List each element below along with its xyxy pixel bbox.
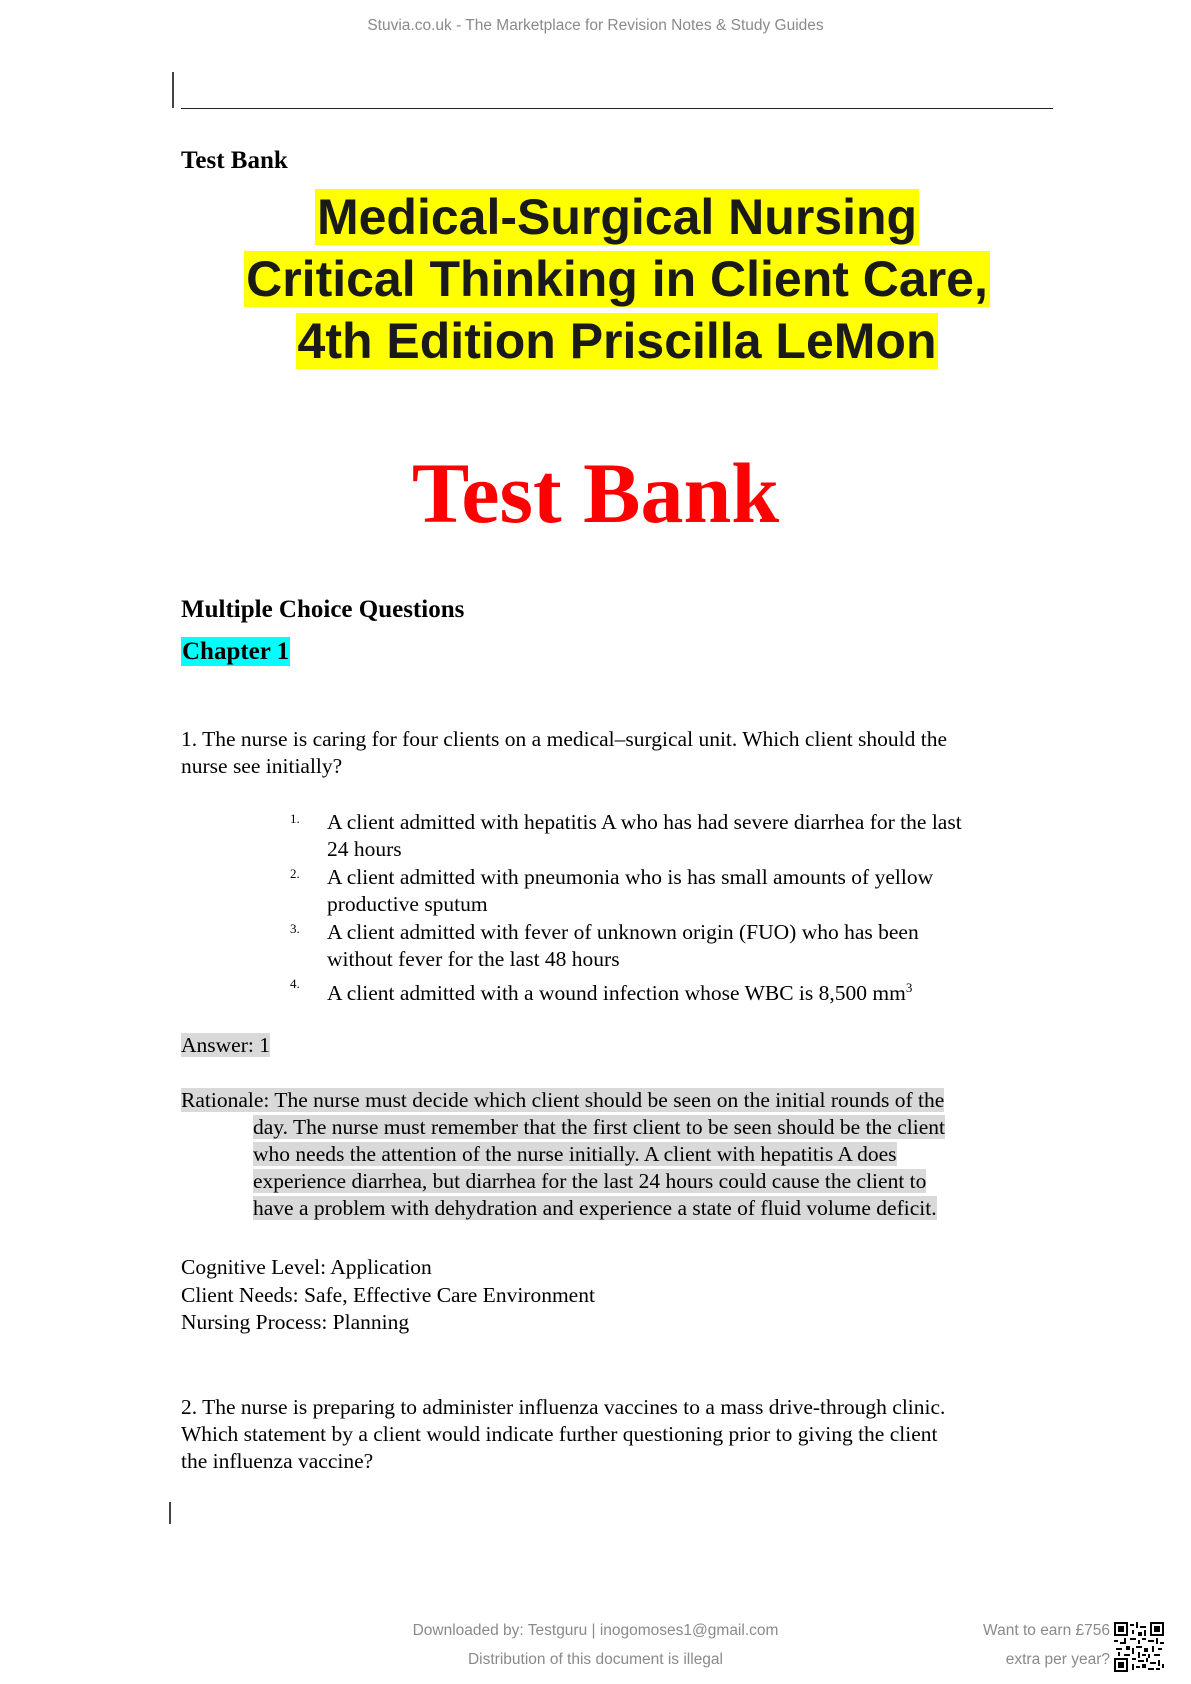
option-text: A client admitted with hepatitis A who has had severe diarrhea for the last [327,810,962,834]
option-text-main: A client admitted with a wound infection whose WBC is 8,500 mm [327,981,906,1006]
question-1-rationale [181,1087,1041,1222]
book-title-line-2: Critical Thinking in Client Care, [246,251,988,307]
chapter-heading: Chapter 1 [182,638,290,665]
rationale-line: day. The nurse must remember that the first client to be seen should be the client [253,1115,945,1139]
book-title [181,186,1053,372]
page-margin-marker-bottom [169,1502,171,1524]
question-1-answer [181,1032,270,1059]
option-number: 1. [290,811,300,826]
site-banner: Stuvia.co.uk - The Marketplace for Revision Notes & Study Guides [367,17,824,34]
answer-option-1 [290,809,1080,863]
question-1-meta [181,1254,595,1337]
question-2-line: 2. The nurse is preparing to administer influenza vaccines to a mass drive-through clinic. [181,1395,946,1419]
option-number: 4. [290,976,300,991]
question-2-line: Which statement by a client would indicate further questioning prior to giving the client [181,1422,938,1446]
footer-legal: Distribution of this document is illegal [467,1651,723,1668]
option-text: A client admitted with pneumonia who is has small amounts of yellow [327,865,934,889]
book-title-line-3: 4th Edition Priscilla LeMon [297,313,937,369]
answer-option-3 [290,919,1080,973]
rationale-line: Rationale: The nurse must decide which client should be seen on the initial rounds of the [181,1088,945,1112]
option-text [327,974,1080,1007]
rationale-line: experience diarrhea, but diarrhea for the last 24 hours could cause the client to [253,1169,927,1193]
page-margin-marker-top [172,72,174,108]
option-text: productive sputum [327,892,488,916]
client-needs: Client Needs: Safe, Effective Care Environment [181,1282,595,1307]
option-text: A client admitted with fever of unknown origin (FUO) who has been [327,920,919,944]
option-superscript: 3 [905,980,913,995]
option-text: 24 hours [327,837,402,861]
test-bank-title: Test Bank [411,445,780,541]
question-1-text [181,726,1053,780]
qr-code-icon[interactable] [1114,1622,1164,1672]
question-2-line: the influenza vaccine? [181,1449,374,1473]
header-rule [181,108,1053,109]
promo-text-line-1[interactable]: Want to earn £756 [983,1622,1110,1639]
answer-option-4 [290,974,1080,1007]
option-text: without fever for the last 48 hours [327,947,620,971]
promo-text-line-2[interactable]: extra per year? [1005,1651,1110,1668]
footer-download: Downloaded by: Testguru | inogomoses1@gmail.com [412,1622,779,1639]
rationale-line: have a problem with dehydration and experience a state of fluid volume deficit. [253,1196,937,1220]
option-number: 2. [290,866,300,881]
question-2-text [181,1394,1053,1475]
test-bank-label: Test Bank [181,147,288,174]
question-1-line: 1. The nurse is caring for four clients on a medical–surgical unit. Which client should the [181,727,948,751]
cognitive-level: Cognitive Level: Application [181,1255,432,1279]
nursing-process: Nursing Process: Planning [181,1310,410,1334]
answer-option-2 [290,864,1080,918]
answer-text: Answer: 1 [181,1033,270,1057]
question-1-line: nurse see initially? [181,754,343,778]
section-heading: Multiple Choice Questions [181,596,465,623]
rationale-line: who needs the attention of the nurse initially. A client with hepatitis A does [253,1142,897,1166]
book-title-line-1: Medical-Surgical Nursing [316,189,918,245]
option-number: 3. [290,921,300,936]
